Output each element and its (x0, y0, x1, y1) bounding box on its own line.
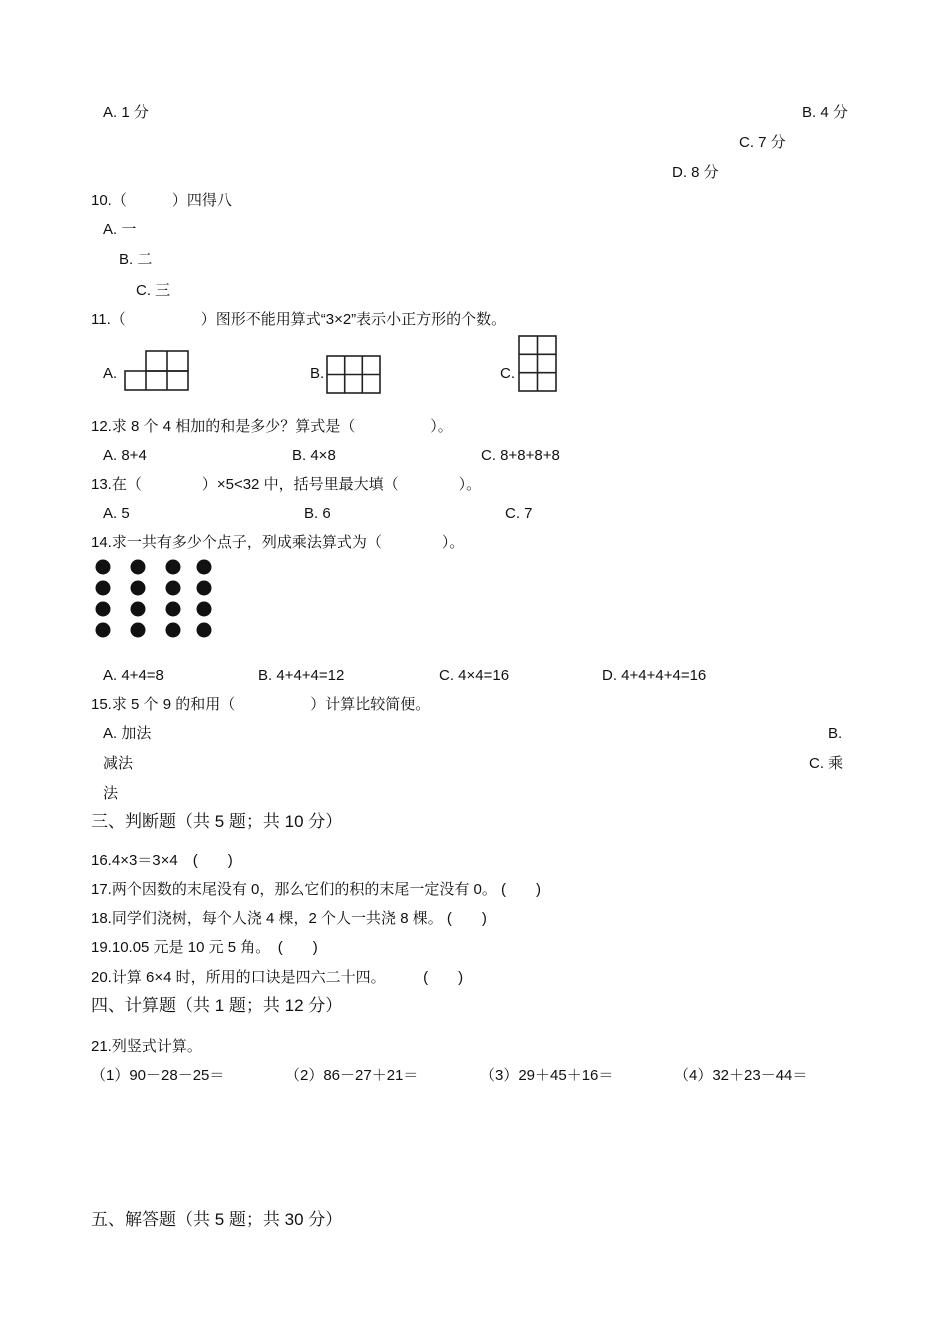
q21-expr-1: （1）90－28－25＝ (91, 1067, 225, 1084)
q13-option-a[interactable]: A. 5 (103, 505, 130, 522)
q15-option-b-text[interactable]: 减法 (103, 755, 134, 772)
q20: 20.计算 6×4 时，所用的口诀是四六二十四。 ( ) (91, 969, 464, 986)
q10-stem: 10.（ ）四得八 (91, 192, 232, 209)
q9-option-c[interactable]: C. 7 分 (739, 134, 786, 151)
q12-option-c[interactable]: C. 8+8+8+8 (481, 447, 560, 464)
q14-option-b[interactable]: B. 4+4+4=12 (258, 667, 345, 684)
q11-option-c[interactable]: C. (500, 365, 515, 382)
q21-stem: 21.列竖式计算。 (91, 1038, 202, 1055)
q10-option-c[interactable]: C. 三 (136, 282, 171, 299)
q9-option-d[interactable]: D. 8 分 (672, 164, 719, 181)
q15-option-c-label[interactable]: C. 乘 (809, 755, 844, 772)
q11-option-a[interactable]: A. (103, 365, 118, 382)
q12-option-a[interactable]: A. 8+4 (103, 447, 147, 464)
q19: 19.10.05 元是 10 元 5 角。 ( ) (91, 939, 318, 956)
q13-stem: 13.在（ ）×5<32 中，括号里最大填（ ）。 (91, 476, 482, 493)
q14-option-c[interactable]: C. 4×4=16 (439, 667, 510, 684)
q21-expr-2: （2）86－27＋21＝ (285, 1067, 419, 1084)
section5-title: 五、解答题（共 5 题；共 30 分） (91, 1210, 343, 1229)
q9-option-b[interactable]: B. 4 分 (802, 104, 848, 121)
q11-figure-a (124, 350, 190, 392)
q14-option-a[interactable]: A. 4+4=8 (103, 667, 164, 684)
q14-dot-grid (92, 556, 222, 646)
q12-stem: 12.求 8 个 4 相加的和是多少？算式是（ ）。 (91, 418, 453, 435)
q11-option-b[interactable]: B. (310, 365, 325, 382)
q15-option-b-label[interactable]: B. (828, 725, 843, 742)
q10-option-b[interactable]: B. 二 (119, 251, 153, 268)
q12-option-b[interactable]: B. 4×8 (292, 447, 336, 464)
q21-expr-4: （4）32＋23－44＝ (674, 1067, 808, 1084)
q15-option-a[interactable]: A. 加法 (103, 725, 152, 742)
q13-option-c[interactable]: C. 7 (505, 505, 533, 522)
q15-option-c-text[interactable]: 法 (103, 785, 119, 802)
section4-title: 四、计算题（共 1 题；共 12 分） (91, 996, 343, 1015)
q11-figure-c (518, 335, 558, 393)
q18: 18.同学们浇树，每个人浇 4 棵，2 个人一共浇 8 棵。 ( ) (91, 910, 487, 927)
q14-option-d[interactable]: D. 4+4+4+4=16 (602, 667, 707, 684)
q11-stem: 11.（ ）图形不能用算式“3×2”表示小正方形的个数。 (91, 311, 507, 328)
q15-stem: 15.求 5 个 9 的和用（ ）计算比较简便。 (91, 696, 431, 713)
q14-stem: 14.求一共有多少个点子，列成乘法算式为（ ）。 (91, 534, 465, 551)
section3-title: 三、判断题（共 5 题；共 10 分） (91, 812, 343, 831)
q9-option-a[interactable]: A. 1 分 (103, 104, 149, 121)
q13-option-b[interactable]: B. 6 (304, 505, 331, 522)
q11-figure-b (326, 355, 382, 395)
q21-expr-3: （3）29＋45＋16＝ (480, 1067, 614, 1084)
q16: 16.4×3＝3×4 ( ) (91, 852, 233, 869)
q17: 17.两个因数的末尾没有 0，那么它们的积的末尾一定没有 0。 ( ) (91, 881, 542, 898)
q10-option-a[interactable]: A. 一 (103, 221, 137, 238)
